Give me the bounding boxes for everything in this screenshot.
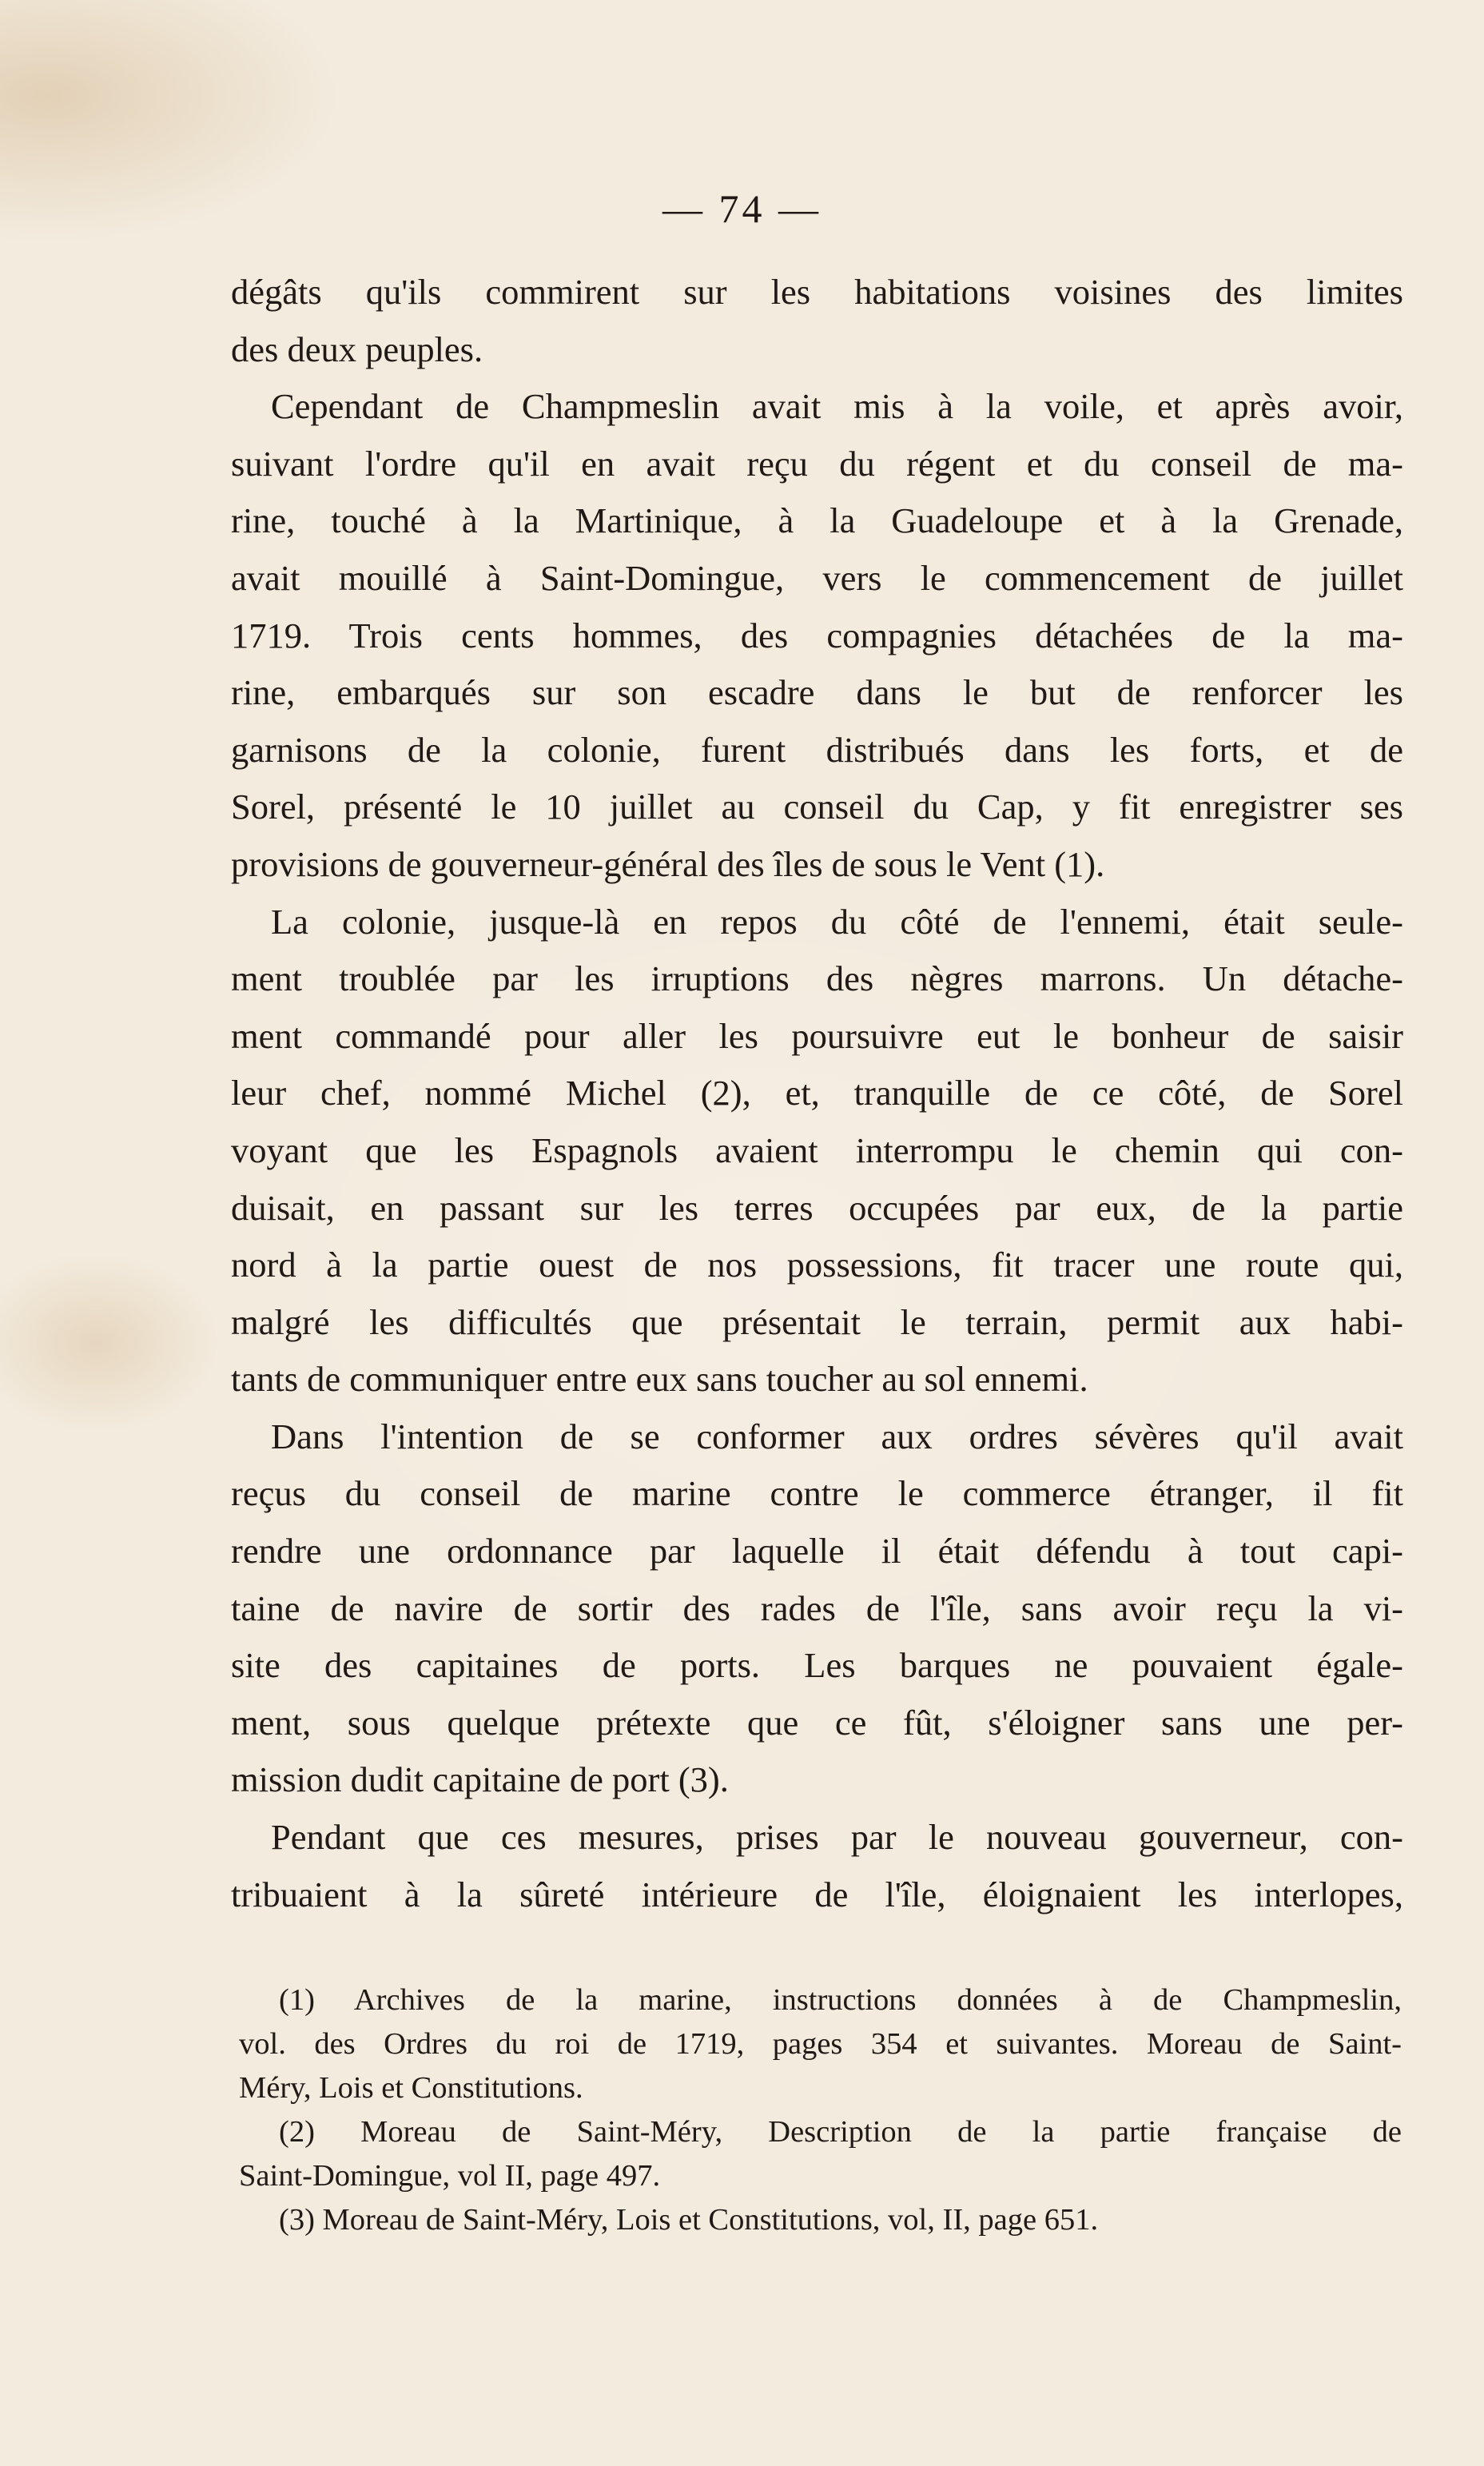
text-line: duisait, en passant sur les terres occupées par eux, de la partie — [231, 1187, 1403, 1228]
text-line: tribuaient à la sûreté intérieure de l'île, éloignaient les interlopes, — [231, 1874, 1403, 1914]
text-line: mission dudit capitaine de port (3). — [231, 1759, 729, 1800]
footnote-line: (3) Moreau de Saint-Méry, Lois et Constitutions, vol, II, page 651. — [279, 2203, 1099, 2237]
text-line: leur chef, nommé Michel (2), et, tranquille de ce côté, de Sorel — [231, 1073, 1403, 1113]
text-line: site des capitaines de ports. Les barques ne pouvaient égale- — [231, 1645, 1403, 1686]
text-line: taine de navire de sortir des rades de l'île, sans avoir reçu la vi- — [231, 1588, 1403, 1628]
text-line: rine, embarqués sur son escadre dans le but de renforcer les — [231, 672, 1403, 713]
text-line: malgré les difficultés que présentait le terrain, permit aux habi- — [231, 1301, 1403, 1342]
text-line: ment troublée par les irruptions des nègres marrons. Un détache- — [231, 958, 1403, 999]
footnote-line: (1) Archives de la marine, instructions données à de Champmeslin, — [279, 1983, 1402, 2017]
text-line: nord à la partie ouest de nos possessions, fit tracer une route qui, — [231, 1245, 1403, 1285]
text-line: voyant que les Espagnols avaient interrompu le chemin qui con- — [231, 1129, 1403, 1170]
text-line: rendre une ordonnance par laquelle il était défendu à tout capi- — [231, 1531, 1403, 1572]
footnote-line: vol. des Ordres du roi de 1719, pages 354 et suivantes. Moreau de Saint- — [239, 2027, 1402, 2061]
page-number: — 74 — — [662, 186, 822, 231]
text-line: tants de communiquer entre eux sans toucher au sol ennemi. — [231, 1359, 1088, 1400]
footnote-line: Saint-Domingue, vol II, page 497. — [239, 2159, 661, 2193]
text-line: Dans l'intention de se conformer aux ordres sévères qu'il avait — [271, 1416, 1403, 1456]
text-line: suivant l'ordre qu'il en avait reçu du régent et du conseil de ma- — [231, 443, 1403, 484]
footnote-line: (2) Moreau de Saint-Méry, Description de la partie française de — [279, 2115, 1402, 2149]
footnotes — [239, 1978, 1402, 2242]
text-line: reçus du conseil de marine contre le commerce étranger, il fit — [231, 1473, 1403, 1514]
text-line: ment commandé pour aller les poursuivre eut le bonheur de saisir — [231, 1015, 1403, 1056]
body-text — [231, 264, 1403, 1923]
text-line: dégâts qu'ils commirent sur les habitations voisines des limites — [231, 272, 1403, 312]
text-line: rine, touché à la Martinique, à la Guadeloupe et à la Grenade, — [231, 500, 1403, 541]
text-line: des deux peuples. — [231, 329, 483, 369]
text-line: Cependant de Champmeslin avait mis à la voile, et après avoir, — [271, 386, 1403, 427]
text-line: provisions de gouverneur-général des îles de sous le Vent (1). — [231, 843, 1105, 884]
text-line: avait mouillé à Saint-Domingue, vers le commencement de juillet — [231, 557, 1403, 598]
text-line: Sorel, présenté le 10 juillet au conseil du Cap, y fit enregistrer ses — [231, 787, 1403, 827]
text-line: Pendant que ces mesures, prises par le nouveau gouverneur, con- — [271, 1817, 1403, 1858]
text-line: garnisons de la colonie, furent distribués dans les forts, et de — [231, 729, 1403, 770]
text-line: La colonie, jusque-là en repos du côté de l'ennemi, était seule- — [271, 901, 1403, 942]
text-line: 1719. Trois cents hommes, des compagnies détachées de la ma- — [231, 615, 1403, 655]
text-line: ment, sous quelque prétexte que ce fût, s'éloigner sans une per- — [231, 1702, 1403, 1743]
footnote-line: Méry, Lois et Constitutions. — [239, 2071, 583, 2105]
